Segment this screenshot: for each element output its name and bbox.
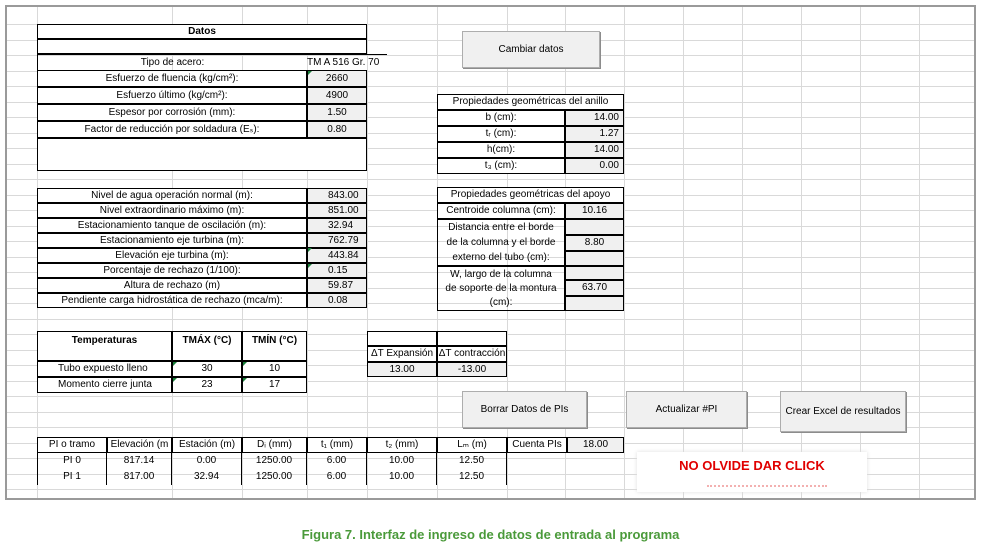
anillo-row-value[interactable]: 14.00 [565,142,624,158]
temperature-row-label: Tubo expuesto lleno [37,361,172,377]
hydraulic-row-value[interactable]: 32.94 [307,218,367,233]
temperature-row-tmax[interactable]: 30 [172,361,242,377]
distancia-value[interactable]: 8.80 [565,235,624,251]
anillo-row-value[interactable]: 14.00 [565,110,624,126]
datos-spacer-row [37,39,367,54]
distancia-line-3: externo del tubo (cm): [452,252,550,263]
hydraulic-row-value[interactable]: 762.79 [307,233,367,248]
cuenta-pis-value: 18.00 [567,437,624,453]
w-blank-bottom [565,296,624,311]
pi-table-header-cell: Lₘ (m) [437,437,507,453]
steel-row-label: Espesor por corrosión (mm): [37,104,307,121]
cambiar-datos-button[interactable]: Cambiar datos [462,31,600,68]
comment-marker-icon [173,362,177,366]
pi-table-cell[interactable]: 10.00 [367,453,437,469]
steel-row-label: Esfuerzo de fluencia (kg/cm²): [37,70,307,87]
anillo-title: Propiedades geométricas del anillo [437,94,624,110]
delta-expansion-header: ΔT Expansión [367,346,437,362]
w-blank-top [565,266,624,280]
distancia-blank-bottom [565,251,624,266]
comment-marker-icon [173,378,177,382]
hydraulic-row-value[interactable]: 59.87 [307,278,367,293]
temperature-row-tmin[interactable]: 10 [242,361,307,377]
pi-table-header-cell: Elevación (m [107,437,172,453]
pi-table-header-cell: Dᵢ (mm) [242,437,307,453]
w-value[interactable]: 63.70 [565,280,624,296]
pi-table-cell[interactable]: 10.00 [367,469,437,485]
tipo-acero-label: Tipo de acero: [37,54,307,70]
temperature-row-label: Momento cierre junta [37,377,172,393]
w-line-2: de soporte de la montura [445,283,557,294]
pi-table-cell[interactable]: 6.00 [307,453,367,469]
pi-table-header-cell: PI o tramo [37,437,107,453]
borrar-datos-pis-button[interactable]: Borrar Datos de PIs [462,391,587,428]
hydraulic-row-value[interactable]: 0.08 [307,293,367,308]
hydraulic-row-value[interactable]: 843.00 [307,188,367,203]
distancia-cell [437,219,565,266]
comment-marker-icon [308,71,312,75]
pi-table-cell[interactable]: 1250.00 [242,469,307,485]
anillo-row-label: tᵣ (cm): [437,126,565,142]
pi-table-cell[interactable]: 6.00 [307,469,367,485]
pi-table-cell[interactable]: 32.94 [172,469,242,485]
apoyo-title: Propiedades geométricas del apoyo [437,187,624,203]
centroide-value[interactable]: 10.16 [565,203,624,219]
pi-table-cell[interactable]: 817.00 [107,469,172,485]
pi-table-cell[interactable]: 0.00 [172,453,242,469]
steel-row-label: Factor de reducción por soldadura (Eₛ): [37,121,307,138]
tmin-header: TMÍN (°C) [242,331,307,361]
comment-marker-icon [308,264,312,268]
comment-marker-icon [308,248,312,252]
reminder-note [637,452,867,492]
hydraulic-row-label: Pendiente carga hidrostática de rechazo (mca/m): [37,293,307,308]
spreadsheet-frame [5,5,976,500]
steel-blank-area [37,138,367,171]
temperature-row-tmin[interactable]: 17 [242,377,307,393]
delta-contraccion-value[interactable]: -13.00 [437,362,507,377]
tipo-acero-value[interactable]: TM A 516 Gr. 70 [307,54,387,70]
crear-excel-button[interactable]: Crear Excel de resultados [780,391,906,432]
reminder-note-text: NO OLVIDE DAR CLICK [679,458,825,473]
datos-header: Datos [37,24,367,39]
hydraulic-row-label: Estacionamiento tanque de oscilación (m): [37,218,307,233]
distancia-line-2: de la columna y el borde [446,237,556,248]
w-line-1: W, largo de la columna [450,269,552,280]
pi-table-header-cell: Estación (m) [172,437,242,453]
temperaturas-header: Temperaturas [37,331,172,361]
pi-table-cell[interactable]: 1250.00 [242,453,307,469]
delta-expansion-value[interactable]: 13.00 [367,362,437,377]
w-line-3: (cm): [489,297,513,308]
anillo-row-label: b (cm): [437,110,565,126]
anillo-row-value[interactable]: 0.00 [565,158,624,174]
delta-blank-2 [437,331,507,346]
figure-caption: Figura 7. Interfaz de ingreso de datos de entrada al programa [301,527,680,542]
pi-table-header-cell: t₁ (mm) [307,437,367,453]
steel-row-value[interactable]: 2660 [307,70,367,87]
steel-row-label: Esfuerzo último (kg/cm²): [37,87,307,104]
tmax-header: TMÁX (°C) [172,331,242,361]
comment-marker-icon [243,362,247,366]
w-cell [437,266,565,311]
pi-table-cell[interactable]: 12.50 [437,453,507,469]
actualizar-pi-button[interactable]: Actualizar #PI [626,391,747,428]
hydraulic-row-value[interactable]: 851.00 [307,203,367,218]
anillo-row-label: t₃ (cm): [437,158,565,174]
pi-table-cell[interactable]: 12.50 [437,469,507,485]
pi-table-header-cell: t₂ (mm) [367,437,437,453]
hydraulic-row-value[interactable]: 443.84 [307,248,367,263]
steel-row-value[interactable]: 4900 [307,87,367,104]
hydraulic-row-label: Estacionamiento eje turbina (m): [37,233,307,248]
steel-row-value[interactable]: 1.50 [307,104,367,121]
delta-contraccion-header: ΔT contracción [437,346,507,362]
hydraulic-row-label: Elevación eje turbina (m): [37,248,307,263]
temperature-row-tmax[interactable]: 23 [172,377,242,393]
comment-marker-icon [243,378,247,382]
pi-table-cell[interactable]: 817.14 [107,453,172,469]
delta-blank-1 [367,331,437,346]
cuenta-pis-label: Cuenta PIs [507,437,567,453]
anillo-row-value[interactable]: 1.27 [565,126,624,142]
gridline-horizontal [7,179,976,180]
centroide-label: Centroide columna (cm): [437,203,565,219]
distancia-line-1: Distancia entre el borde [448,222,554,233]
anillo-row-label: h(cm): [437,142,565,158]
note-cutoff-line [707,485,827,490]
hydraulic-row-label: Porcentaje de rechazo (1/100): [37,263,307,278]
gridline-horizontal [7,319,976,320]
distancia-blank-top [565,219,624,235]
pi-table-cell[interactable]: PI 1 [37,469,107,485]
hydraulic-row-label: Nivel extraordinario máximo (m): [37,203,307,218]
hydraulic-row-value[interactable]: 0.15 [307,263,367,278]
steel-row-value[interactable]: 0.80 [307,121,367,138]
worksheet [7,7,976,500]
hydraulic-row-label: Altura de rechazo (m) [37,278,307,293]
hydraulic-row-label: Nivel de agua operación normal (m): [37,188,307,203]
pi-table-cell[interactable]: PI 0 [37,453,107,469]
